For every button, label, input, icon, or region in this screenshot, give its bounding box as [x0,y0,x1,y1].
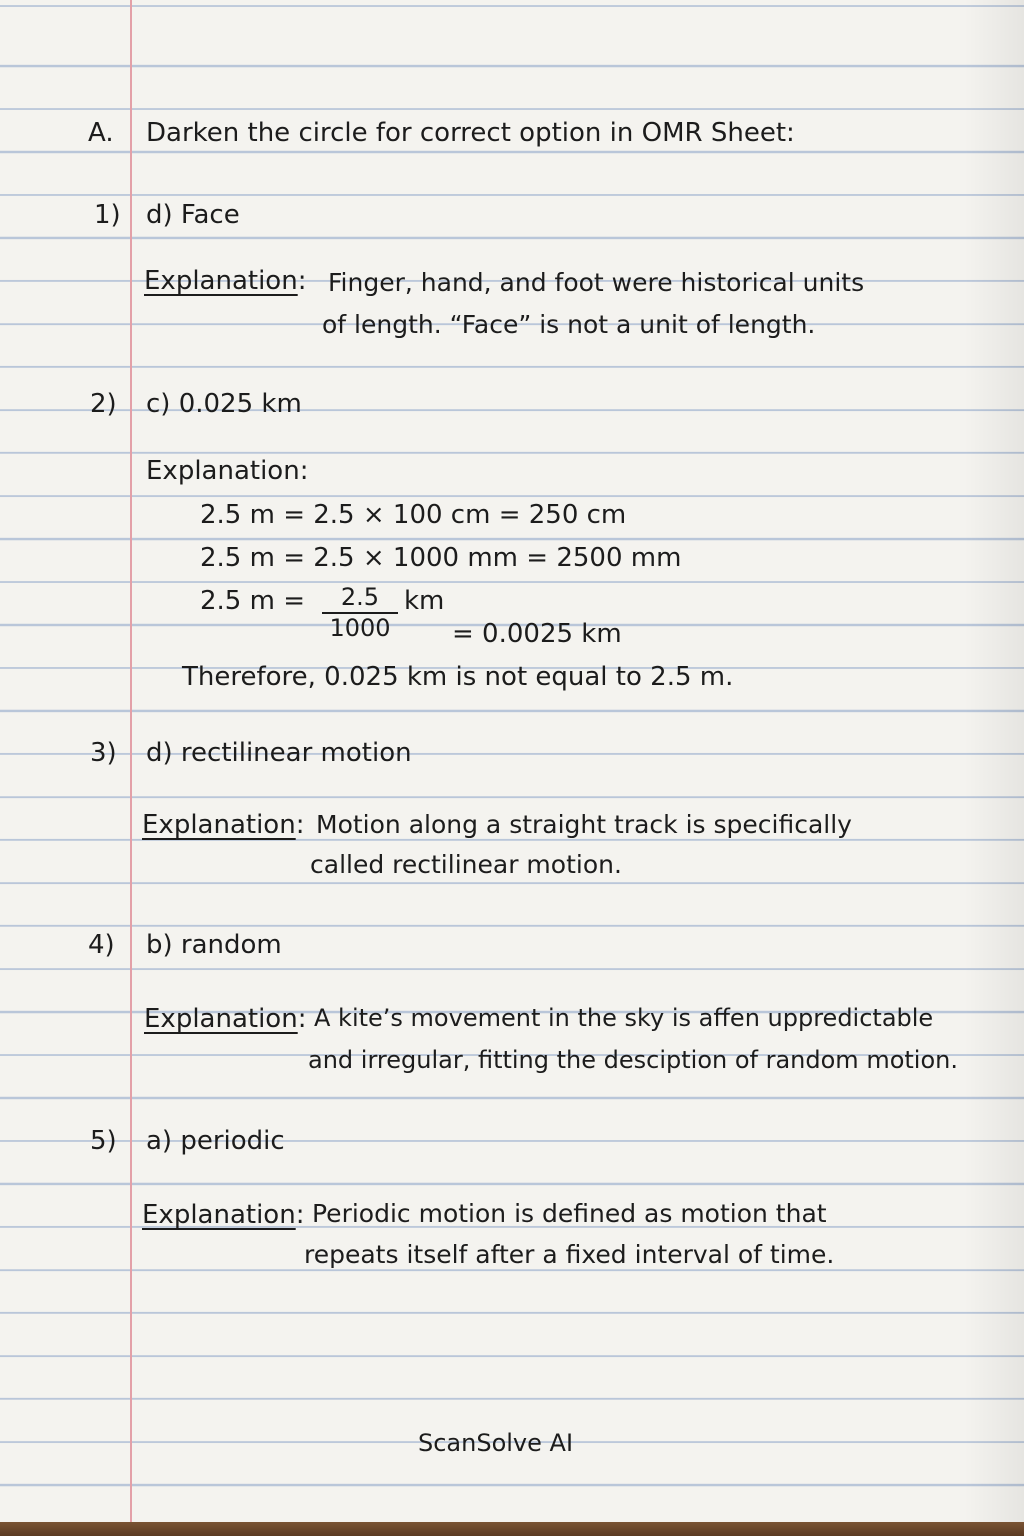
explanation-4-line-1: A kite’s movement in the sky is affen uppredictable [314,1004,934,1032]
explanation-label-3: Explanation: [142,810,305,840]
explanation-5-line-2: repeats itself after a fixed interval of time. [304,1240,835,1269]
explanation-3-line-1: Motion along a straight track is specifically [316,810,852,839]
explanation-3-line-2: called rectilinear motion. [310,850,622,879]
explanation-label-5: Explanation: [142,1200,305,1230]
fraction-numerator: 2.5 [340,583,380,611]
answer-5: a) periodic [146,1126,285,1156]
margin-line [130,0,132,1522]
answer-2: c) 0.025 km [146,389,302,419]
question-number-2: 2) [90,389,117,419]
equation-1: 2.5 m = 2.5 × 100 cm = 250 cm [200,500,627,530]
section-heading: Darken the circle for correct option in OMR Sheet: [146,118,795,148]
answer-1: d) Face [146,200,240,230]
question-number-3: 3) [90,738,117,768]
equation-3-unit: km [404,586,445,616]
explanation-5-line-1: Periodic motion is defined as motion that [312,1199,827,1228]
fraction-denominator: 1000 [329,614,391,642]
question-number-5: 5) [90,1126,117,1156]
explanation-4-line-2: and irregular, fitting the desciption of random motion. [308,1046,958,1074]
explanation-1-line-2: of length. “Face” is not a unit of length. [322,310,816,339]
conclusion: Therefore, 0.025 km is not equal to 2.5 m. [182,662,734,692]
equation-3-result: = 0.0025 km [452,619,622,649]
section-letter: A. [88,118,114,148]
explanation-label-2: Explanation: [146,456,309,486]
explanation-1-line-1: Finger, hand, and foot were historical units [328,268,865,297]
explanation-label-1: Explanation: [144,266,307,296]
equation-3-lhs: 2.5 m = [200,586,305,616]
equation-2: 2.5 m = 2.5 × 1000 mm = 2500 mm [200,543,682,573]
answer-3: d) rectilinear motion [146,738,412,768]
answer-4: b) random [146,930,282,960]
question-number-4: 4) [88,930,115,960]
question-number-1: 1) [94,200,121,230]
desk-surface [0,1522,1024,1536]
footer-brand: ScanSolve AI [418,1429,574,1457]
explanation-label-4: Explanation: [144,1004,307,1034]
